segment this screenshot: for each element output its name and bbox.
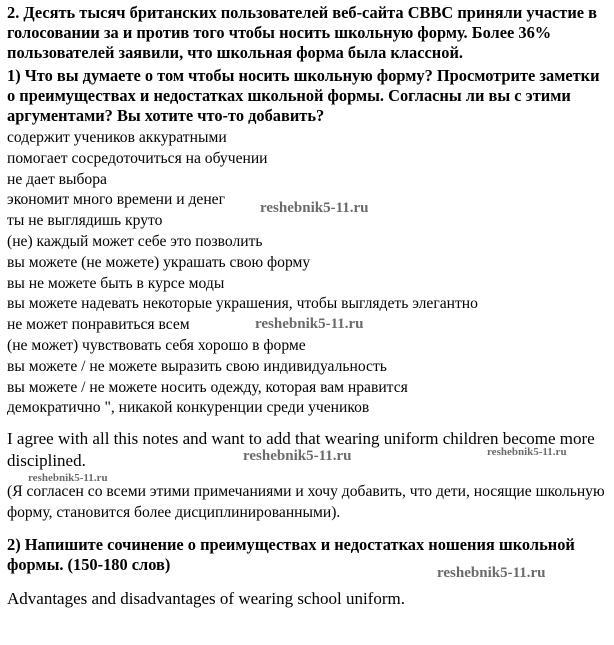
list-item: вы можете / не можете носить одежду, которая вам нравится	[7, 378, 408, 396]
watermark: reshebnik5-11.ru	[28, 472, 108, 484]
watermark: reshebnik5-11.ru	[255, 316, 364, 332]
essay-title: Advantages and disadvantages of wearing school uniform.	[7, 589, 405, 608]
list-item: вы не можете быть в курсе моды	[7, 274, 225, 292]
list-item: ты не выглядишь круто	[7, 212, 163, 230]
list-item: вы можете (не можете) украшать свою форму	[7, 253, 311, 271]
watermark: reshebnik5-11.ru	[260, 200, 369, 216]
list-item: не дает выбора	[7, 170, 107, 188]
list-item: содержит учеников аккуратными	[7, 129, 227, 146]
answer-translation: (Я согласен со всеми этими примечаниями и хочу добавить, что дети, носящие школьную форму, становится более дисциплинированными).	[7, 483, 605, 521]
list-item: демократично ", никакой конкуренции среди учеников	[7, 399, 370, 417]
notes-list	[7, 128, 607, 419]
list-item: (не) каждый может себе это позволить	[7, 232, 263, 250]
task-intro: 2. Десять тысяч британских пользователей веб-сайта CBBC приняли участие в голосовании за и против того чтобы носить школьную форму. Более 36% пользователей заявили, что школьная форма была классной.	[7, 3, 598, 62]
list-item: не может понравиться всем	[7, 316, 190, 334]
list-item: экономит много времени и денег	[7, 191, 225, 209]
list-item: (не может) чувствовать себя хорошо в форме	[7, 336, 306, 354]
watermark: reshebnik5-11.ru	[437, 565, 546, 581]
watermark: reshebnik5-11.ru	[243, 448, 352, 464]
list-item: помогает сосредоточиться на обучении	[7, 149, 268, 167]
question-2: 2) Напишите сочинение о преимуществах и недостатках ношения школьной формы. (150-180 слов)	[7, 535, 575, 574]
answer-english: I agree with all this notes and want to add that wearing uniform children become more disciplined.	[7, 429, 595, 470]
list-item: вы можете надевать некоторые украшения, чтобы выглядеть элегантно	[7, 295, 478, 313]
question-1: 1) Что вы думаете о том чтобы носить школьную форму? Просмотрите заметки о преимуществах и недостатках школьной формы. Согласны ли вы с этими аргументами? Вы хотите что-то добавить?	[7, 66, 600, 125]
list-item: вы можете / не можете выразить свою индивидуальность	[7, 357, 387, 375]
watermark: reshebnik5-11.ru	[487, 446, 567, 458]
